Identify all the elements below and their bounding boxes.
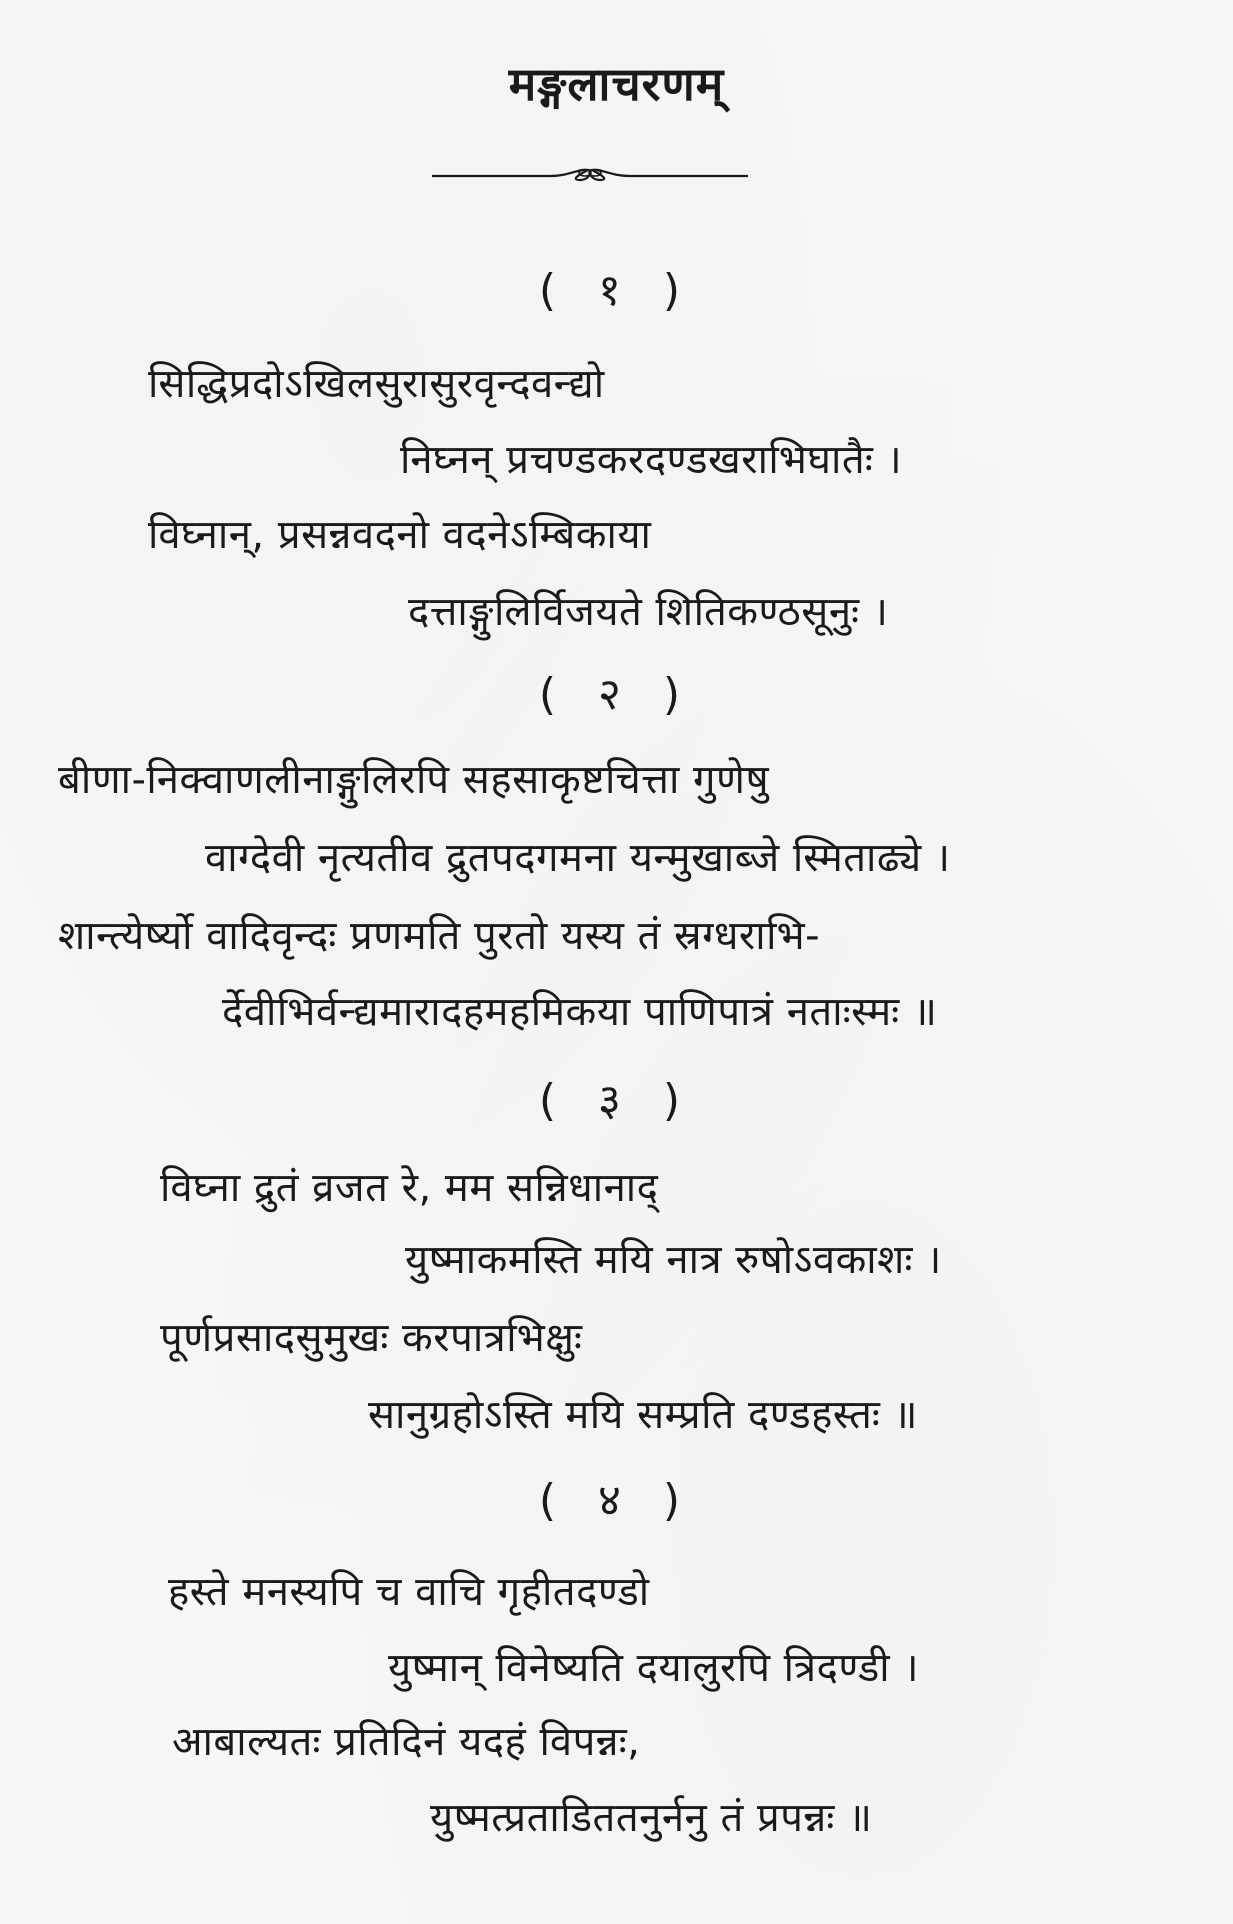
verse-number: ( २ ) [538,669,695,720]
verse-line: विघ्ना द्रुतं व्रजत रे, मम सन्निधानाद् [160,1165,659,1211]
verse-line: हस्ते मनस्यपि च वाचि गृहीतदण्डो [168,1569,650,1615]
verse-line: बीणा-निक्वाणलीनाङ्गुलिरपि सहसाकृष्टचित्ता गुणेषु [58,757,770,803]
verse-line: दत्ताङ्गुलिर्विजयते शितिकण्ठसूनुः । [408,589,889,635]
page-title: मङ्गलाचरणम् [508,57,725,111]
verse-number: ( १ ) [538,265,695,316]
verse-line: पूर्णप्रसादसुमुखः करपात्रभिक्षुः [160,1315,583,1361]
verse-line: विघ्नान्, प्रसन्नवदनो वदनेऽम्बिकाया [148,512,652,558]
verse-line: आबाल्यतः प्रतिदिनं यदहं विपन्नः, [172,1719,641,1765]
verse-line: निघ्नन् प्रचण्डकरदण्डखराभिघातैः । [400,437,903,483]
verse-line: शान्त्येर्ष्यो वादिवृन्दः प्रणमति पुरतो यस्य तं स्रग्धराभि- [58,913,821,959]
verse-line: र्देवीभिर्वन्द्यमारादहमहमिकया पाणिपात्रं नताःस्मः ॥ [222,989,938,1035]
verse-line: सिद्धिप्रदोऽखिलसुरासुरवृन्दवन्द्यो [148,361,605,407]
decorative-divider-icon [430,160,750,190]
verse-number: ( ४ ) [538,1475,695,1526]
verse-line: युष्माकमस्ति मयि नात्र रुषोऽवकाशः । [405,1237,942,1283]
verse-number: ( ३ ) [538,1075,695,1126]
verse-line: वाग्देवी नृत्यतीव द्रुतपदगमना यन्मुखाब्जे स्मिताढ्ये । [205,835,951,881]
verse-line: युष्मान् विनेष्यति दयालुरपि त्रिदण्डी । [388,1645,919,1691]
verse-line: सानुग्रहोऽस्ति मयि सम्प्रति दण्डहस्तः ॥ [368,1392,918,1438]
verse-line: युष्मत्प्रताडिततनुर्ननु तं प्रपन्नः ॥ [430,1795,873,1841]
